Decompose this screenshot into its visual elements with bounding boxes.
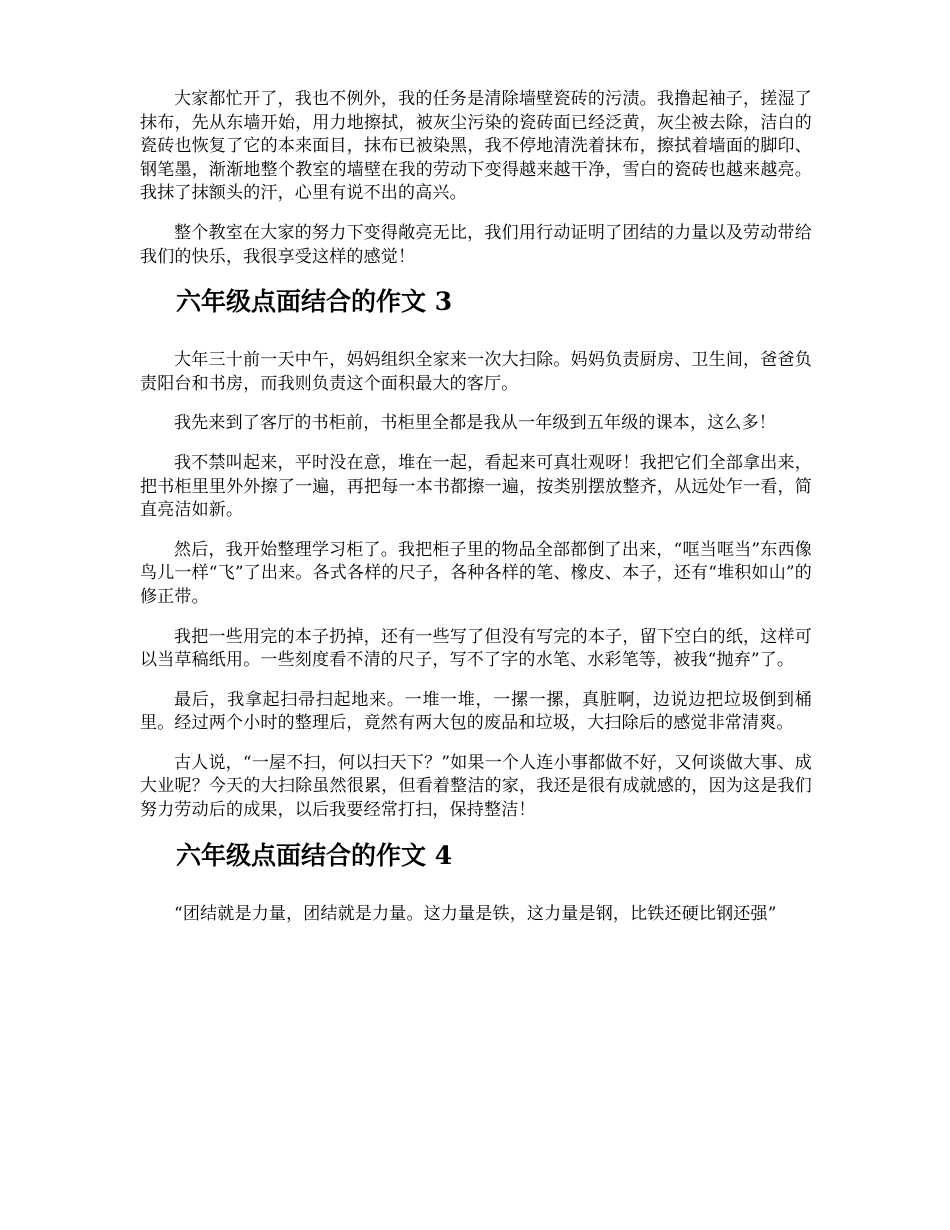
paragraph: 我先来到了客厅的书柜前，书柜里全都是我从一年级到五年级的课本，这么多！ bbox=[174, 413, 776, 434]
section-heading: 六年级点面结合的作文 3 bbox=[176, 287, 453, 317]
section-heading: 六年级点面结合的作文 4 bbox=[176, 840, 453, 870]
document-page bbox=[140, 88, 812, 942]
paragraph: 古人说，“一屋不扫，何以扫天下？”如果一个人连小事都做不好，又何谈做大事、成大业呢？今天的大扫除虽然很累，但看着整洁的家，我还是很有成就感的，因为这是我们努力劳动后的成果，以后我要经常打扫，保持整洁！ bbox=[140, 752, 812, 821]
paragraph: 大家都忙开了，我也不例外，我的任务是清除墙壁瓷砖的污渍。我撸起袖子，搓湿了抹布，先从东墙开始，用力地擦拭，被灰尘污染的瓷砖面已经泛黄，灰尘被去除，洁白的瓷砖也恢复了它的本来面目，抹布已被染黑，我不停地清洗着抹布，擦拭着墙面的脚印、钢笔墨，渐渐地整个教室的墙壁在我的劳动下变得越来越干净，雪白的瓷砖也越来越亮。我抹了抹额头的汗，心里有说不出的高兴。 bbox=[140, 89, 812, 204]
paragraph: “团结就是力量，团结就是力量。这力量是铁，这力量是钢，比铁还硬比钢还强” bbox=[174, 903, 777, 924]
paragraph: 然后，我开始整理学习柜了。我把柜子里的物品全部都倒了出来，“哐当哐当”东西像鸟儿一样“飞”了出来。各式各样的尺子，各种各样的笔、橡皮、本子，还有“堆积如山”的修正带。 bbox=[140, 539, 812, 607]
paragraph: 大年三十前一天中午，妈妈组织全家来一次大扫除。妈妈负责厨房、卫生间，爸爸负责阳台和书房，而我则负责这个面积最大的客厅。 bbox=[140, 350, 812, 394]
paragraph: 整个教室在大家的努力下变得敞亮无比，我们用行动证明了团结的力量以及劳动带给我们的快乐，我很享受这样的感觉！ bbox=[140, 222, 812, 267]
paragraph: 最后，我拿起扫帚扫起地来。一堆一堆，一摞一摞，真脏啊，边说边把垃圾倒到桶里。经过两个小时的整理后，竟然有两大包的废品和垃圾，大扫除后的感觉非常清爽。 bbox=[140, 689, 812, 734]
paragraph: 我不禁叫起来，平时没在意，堆在一起，看起来可真壮观呀！我把它们全部拿出来，把书柜里里外外擦了一遍，再把每一本书都擦一遍，按类别摆放整齐，从远处乍一看，简直亮洁如新。 bbox=[140, 452, 812, 521]
paragraph: 我把一些用完的本子扔掉，还有一些写了但没有写完的本子，留下空白的纸，这样可以当草稿纸用。一些刻度看不清的尺子，写不了字的水笔、水彩笔等，被我“抛弃”了。 bbox=[140, 626, 812, 671]
